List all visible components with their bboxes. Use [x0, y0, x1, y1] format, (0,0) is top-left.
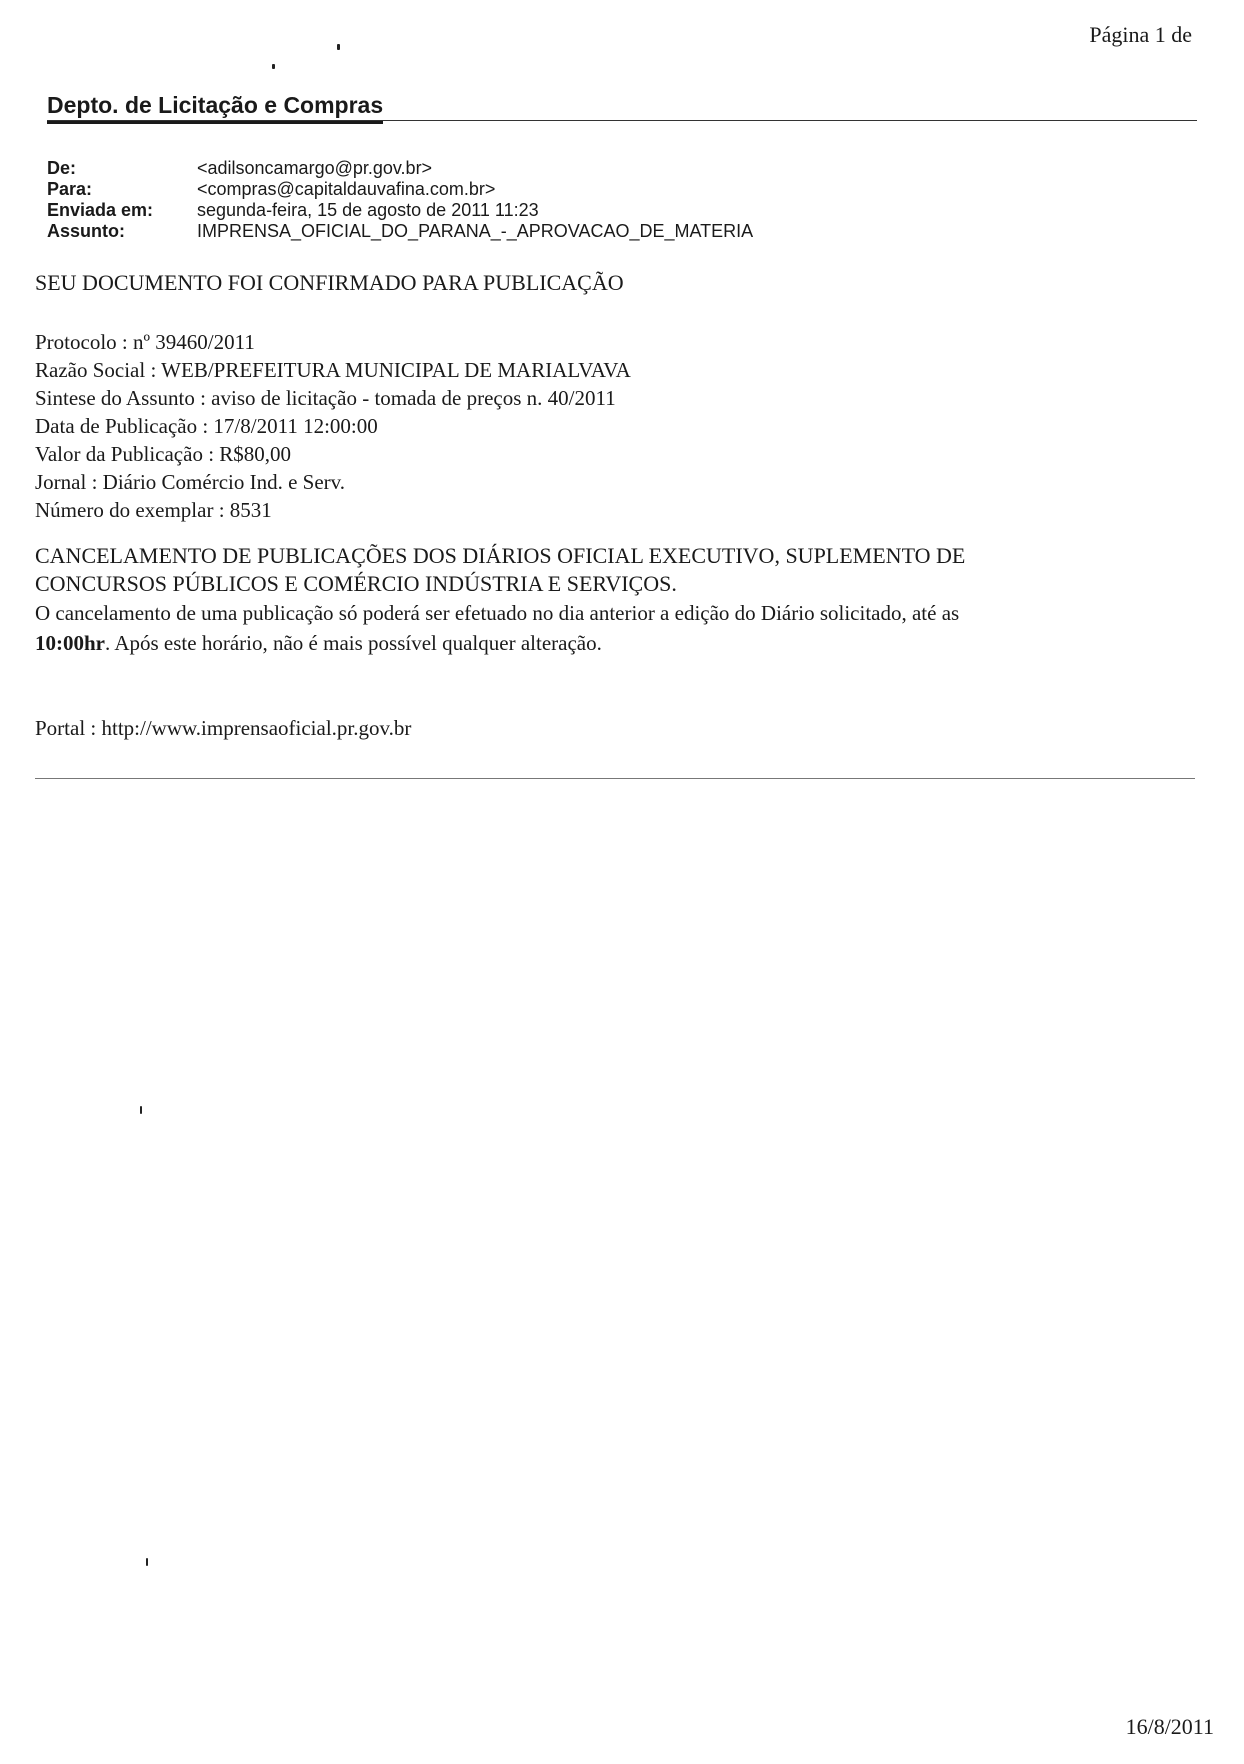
- notice-body-text-2: . Após este horário, não é mais possível qualquer alteração.: [105, 631, 602, 655]
- department-title: Depto. de Licitação e Compras: [47, 92, 383, 124]
- subject-row: [47, 221, 753, 242]
- to-label: Para:: [47, 179, 93, 199]
- sent-label: Enviada em:: [47, 200, 154, 220]
- detail-issue-number: Número do exemplar : 8531: [35, 498, 272, 522]
- notice-deadline: 10:00hr: [35, 631, 105, 655]
- detail-subject-summary: Sintese do Assunto : aviso de licitação - tomada de preços n. 40/2011: [35, 386, 616, 410]
- detail-publication-date: Data de Publicação : 17/8/2011 12:00:00: [35, 414, 378, 438]
- portal-link: Portal : http://www.imprensaoficial.pr.gov.br: [35, 716, 412, 740]
- title-divider: [47, 120, 1197, 121]
- detail-protocol: Protocolo : nº 39460/2011: [35, 330, 255, 354]
- from-row: [47, 158, 753, 179]
- detail-newspaper: Jornal : Diário Comércio Ind. e Serv.: [35, 470, 346, 494]
- detail-publication-value: Valor da Publicação : R$80,00: [35, 442, 292, 466]
- publication-details: [35, 328, 631, 524]
- bottom-divider: [35, 778, 1195, 779]
- sent-row: [47, 200, 753, 221]
- to-row: [47, 179, 753, 200]
- notice-body-text-1: O cancelamento de uma publicação só poderá ser efetuado no dia anterior a edição do Diário solicitado, até as: [35, 601, 960, 625]
- notice-heading-line-1: CANCELAMENTO DE PUBLICAÇÕES DOS DIÁRIOS OFICIAL EXECUTIVO, SUPLEMENTO DE: [35, 543, 966, 568]
- footer-date: 16/8/2011: [1125, 1714, 1214, 1739]
- from-label: De:: [47, 158, 77, 178]
- subject-label: Assunto:: [47, 221, 125, 241]
- to-value: <compras@capitaldauvafina.com.br>: [197, 179, 496, 199]
- confirmation-heading: SEU DOCUMENTO FOI CONFIRMADO PARA PUBLICAÇÃO: [35, 270, 624, 295]
- scan-speck: [146, 1558, 148, 1566]
- cancellation-notice: [35, 542, 1185, 658]
- from-value: <adilsoncamargo@pr.gov.br>: [197, 158, 433, 178]
- notice-body: [35, 598, 1185, 658]
- page-number-header: Página 1 de: [1089, 22, 1192, 47]
- notice-heading-line-2: CONCURSOS PÚBLICOS E COMÉRCIO INDÚSTRIA E SERVIÇOS.: [35, 571, 677, 596]
- subject-value: IMPRENSA_OFICIAL_DO_PARANA_-_APROVACAO_DE_MATERIA: [197, 221, 754, 241]
- scan-speck: [140, 1106, 142, 1114]
- email-metadata: [47, 158, 753, 242]
- scan-speck: [337, 44, 340, 50]
- scan-speck: [272, 64, 275, 69]
- sent-value: segunda-feira, 15 de agosto de 2011 11:23: [197, 200, 539, 220]
- detail-company: Razão Social : WEB/PREFEITURA MUNICIPAL DE MARIALVAVA: [35, 358, 631, 382]
